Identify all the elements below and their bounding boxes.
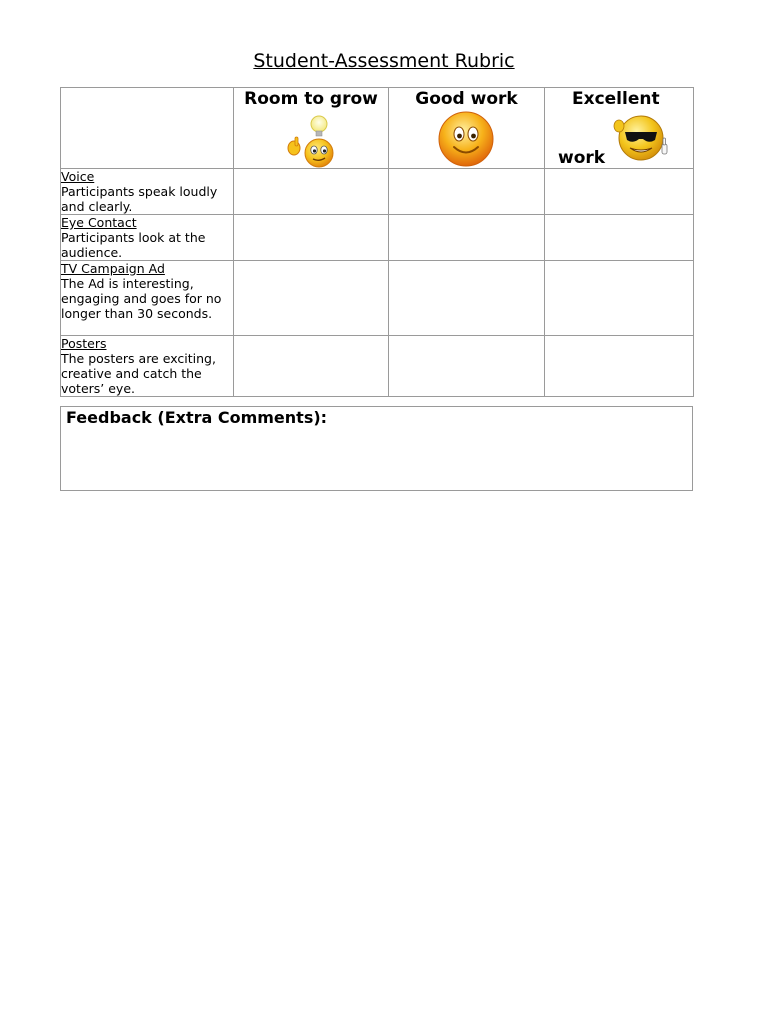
criterion-cell <box>61 336 234 397</box>
room-to-grow-label: Room to grow <box>244 89 378 109</box>
rating-cell-excellent-work[interactable] <box>545 169 694 215</box>
table-row <box>61 169 694 215</box>
criterion-description: The posters are exciting, creative and catch the voters’ eye. <box>61 351 216 396</box>
header-empty-cell <box>61 88 234 169</box>
rubric-header-row <box>61 88 694 169</box>
rating-cell-room-to-grow[interactable] <box>234 215 389 261</box>
rating-cell-good-work[interactable] <box>389 336 545 397</box>
rating-cell-excellent-work[interactable] <box>545 215 694 261</box>
criterion-cell <box>61 215 234 261</box>
criterion-cell <box>61 169 234 215</box>
criterion-description: Participants speak loudly and clearly. <box>61 184 218 214</box>
criterion-name: Eye Contact <box>61 215 137 230</box>
good-work-label: Good work <box>415 89 518 109</box>
excellent-label: Excellent <box>572 89 660 109</box>
rating-cell-room-to-grow[interactable] <box>234 336 389 397</box>
feedback-box[interactable] <box>60 406 693 491</box>
rating-cell-good-work[interactable] <box>389 215 545 261</box>
rating-cell-good-work[interactable] <box>389 261 545 336</box>
feedback-label: Feedback (Extra Comments): <box>66 408 328 427</box>
table-row <box>61 261 694 336</box>
rating-cell-room-to-grow[interactable] <box>234 169 389 215</box>
header-good-work <box>389 88 545 169</box>
criterion-description: Participants look at the audience. <box>61 230 206 260</box>
criterion-description: The Ad is interesting, engaging and goes for no longer than 30 seconds. <box>61 276 222 321</box>
excellent-work-label: work <box>558 148 606 168</box>
criterion-name: TV Campaign Ad <box>61 261 165 276</box>
criterion-name: Voice <box>61 169 95 184</box>
rubric-table <box>60 87 694 397</box>
rating-cell-room-to-grow[interactable] <box>234 261 389 336</box>
criterion-name: Posters <box>61 336 107 351</box>
table-row <box>61 336 694 397</box>
thinking-lightbulb-smiley-icon <box>286 113 334 169</box>
rating-cell-excellent-work[interactable] <box>545 261 694 336</box>
header-room-to-grow <box>234 88 389 169</box>
rating-cell-good-work[interactable] <box>389 169 545 215</box>
criterion-cell <box>61 261 234 336</box>
rating-cell-excellent-work[interactable] <box>545 336 694 397</box>
header-excellent-work <box>545 88 694 169</box>
page-title: Student-Assessment Rubric <box>253 50 515 72</box>
table-row <box>61 215 694 261</box>
happy-smiley-icon <box>437 110 495 168</box>
cool-sunglasses-smiley-icon <box>613 112 669 164</box>
